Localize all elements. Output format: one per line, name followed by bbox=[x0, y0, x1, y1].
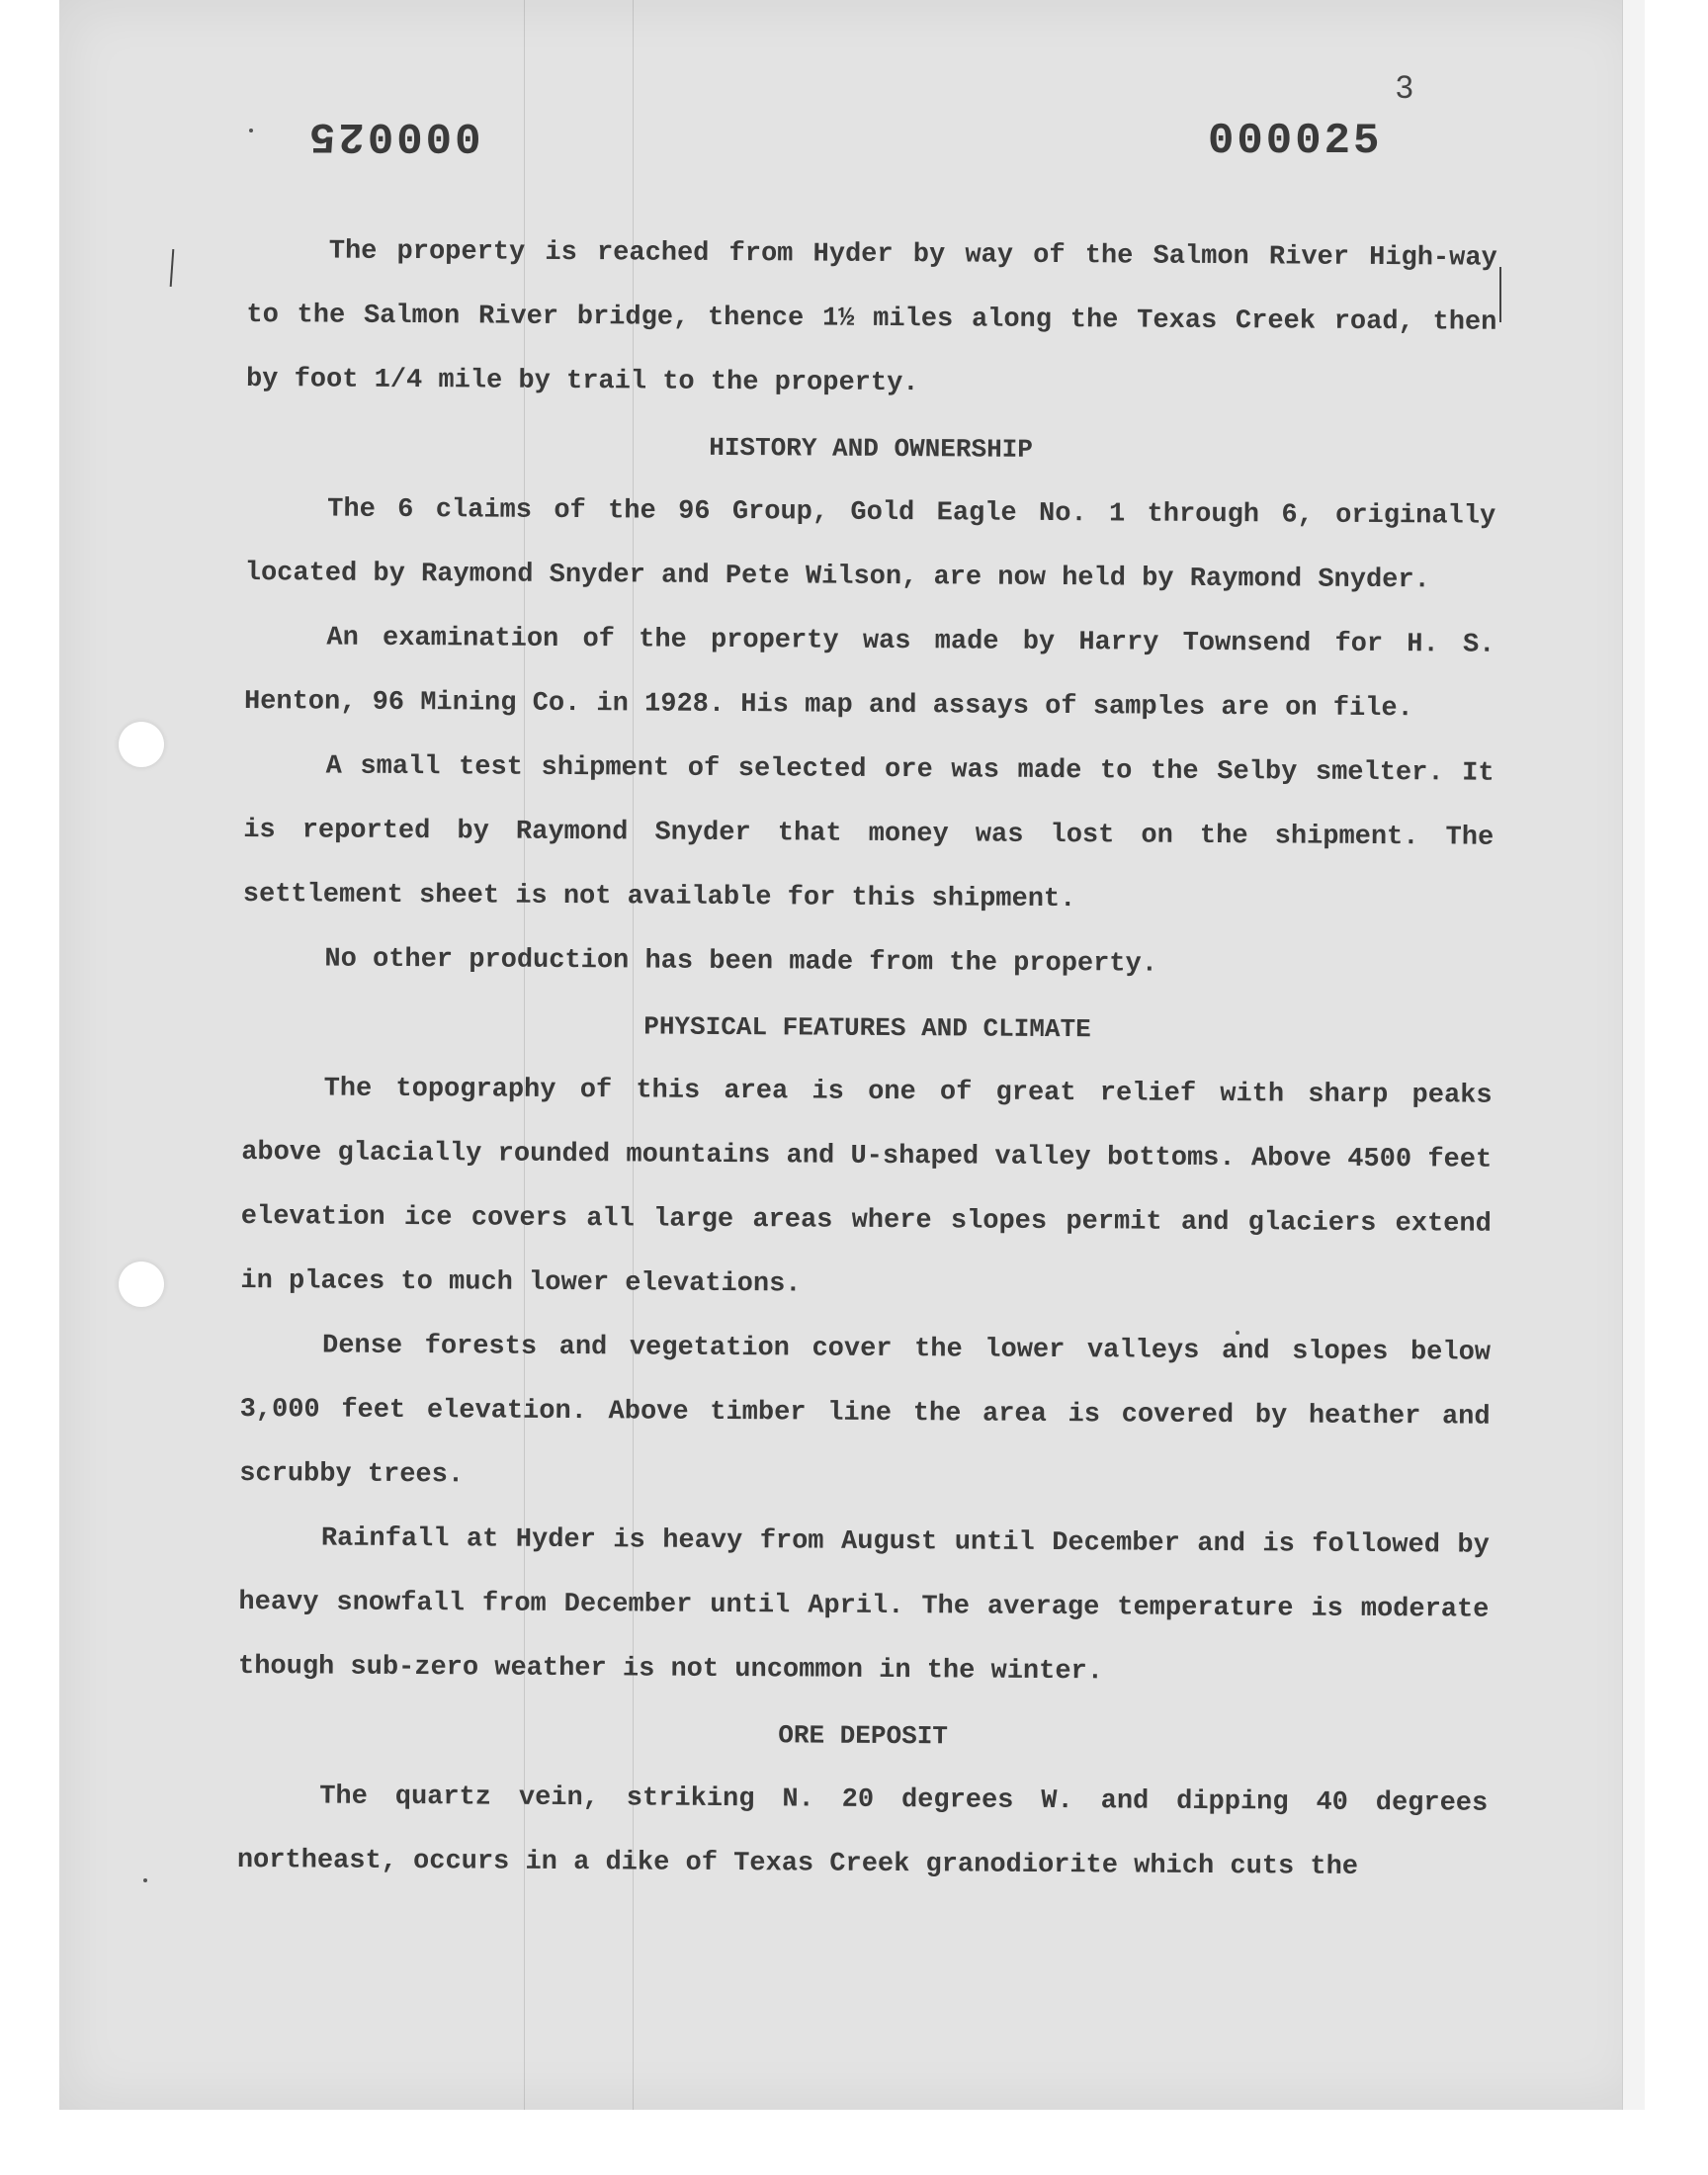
page-edge bbox=[1622, 0, 1645, 2110]
document-body bbox=[237, 219, 1497, 1901]
punch-hole bbox=[119, 722, 164, 767]
section-heading: PHYSICAL FEATURES AND CLIMATE bbox=[643, 1011, 1091, 1045]
paragraph: Rainfall at Hyder is heavy from August until December and is followed by heavy snowfall from December until April. The average temperature is moderate though sub-zero weather is not uncommon in the winter. bbox=[237, 1523, 1490, 1688]
paragraph: An examination of the property was made by Harry Townsend for H. S. Henton, 96 Mining Co. in 1928. His map and assays of samples are on file. bbox=[243, 623, 1495, 725]
paragraph: No other production has been made from the property. bbox=[324, 944, 1158, 980]
section-heading: HISTORY AND OWNERSHIP bbox=[709, 432, 1034, 465]
speck bbox=[249, 129, 253, 132]
punch-hole bbox=[119, 1262, 164, 1307]
paragraph: The topography of this area is one of great relief with sharp peaks above glacially rounded mountains and U-shaped valley bottoms. Above 4500 feet elevation ice covers all large areas where slopes permit and glaciers extend in places to much lower elevations. bbox=[240, 1074, 1493, 1300]
margin-mark bbox=[1499, 267, 1501, 322]
speck bbox=[143, 1878, 147, 1882]
paragraph: The quartz vein, striking N. 20 degrees W. and dipping 40 degrees northeast, occurs in a dike of Texas Creek granodiorite which cuts the bbox=[236, 1782, 1489, 1882]
margin-mark bbox=[170, 249, 175, 287]
section-heading: ORE DEPOSIT bbox=[778, 1720, 949, 1752]
mirrored-document-number: 000025 bbox=[306, 111, 481, 160]
paragraph: A small test shipment of selected ore was made to the Selby smelter. It is reported by Raymond Snyder that money was lost on the shipment. The settlement sheet is not available for this shipment. bbox=[242, 751, 1494, 915]
paragraph: The 6 claims of the 96 Group, Gold Eagle No. 1 through 6, originally located by Raymond Snyder and Pete Wilson, are now held by Raymond Snyder. bbox=[244, 494, 1496, 596]
paragraph: Dense forests and vegetation cover the lower valleys and slopes below 3,000 feet elevation. Above timber line the area is covered by heather and scrubby trees. bbox=[239, 1331, 1492, 1491]
paragraph: The property is reached from Hyder by way of the Salmon River High-way to the Salmon River bridge, thence 1½ miles along the Texas Creek road, then by foot 1/4 mile by trail to the property. bbox=[245, 236, 1497, 399]
page-number: 3 bbox=[1396, 69, 1413, 105]
document-number: 000025 bbox=[1208, 117, 1383, 166]
